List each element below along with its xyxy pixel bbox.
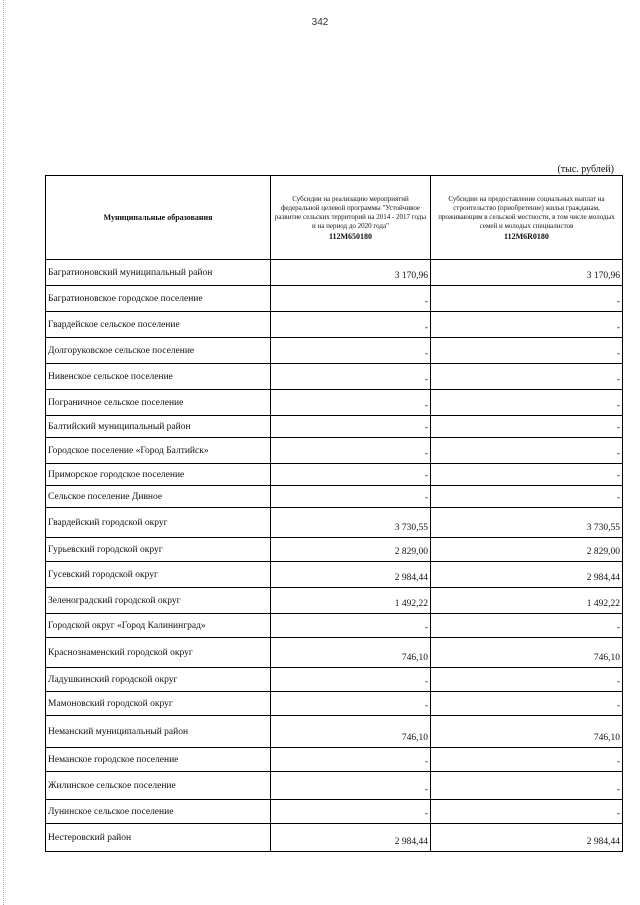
row-name: Жилинское сельское поселение — [46, 772, 271, 800]
row-value-program: - — [271, 438, 431, 464]
row-value-housing: 2 984,44 — [431, 824, 623, 852]
row-value-program: - — [271, 772, 431, 800]
page-number: 342 — [311, 17, 329, 28]
row-value-housing: - — [431, 286, 623, 312]
table-row — [46, 614, 623, 638]
row-value-housing: - — [431, 800, 623, 824]
table-row — [46, 508, 623, 538]
table-row — [46, 538, 623, 562]
row-value-program: - — [271, 390, 431, 416]
table-header-row — [46, 176, 623, 260]
row-name: Нивенское сельское поселение — [46, 364, 271, 390]
row-value-program: - — [271, 668, 431, 692]
table-row — [46, 486, 623, 508]
row-value-program: 2 984,44 — [271, 824, 431, 852]
row-value-housing: - — [431, 692, 623, 716]
table-row — [46, 416, 623, 438]
table-row — [46, 668, 623, 692]
row-name: Неманский муниципальный район — [46, 716, 271, 748]
row-value-housing: 2 829,00 — [431, 538, 623, 562]
row-value-program: 746,10 — [271, 716, 431, 748]
row-value-housing: - — [431, 390, 623, 416]
row-value-housing: 3 170,96 — [431, 260, 623, 286]
row-value-housing: 746,10 — [431, 716, 623, 748]
row-name: Сельское поселение Дивное — [46, 486, 271, 508]
row-value-housing: - — [431, 668, 623, 692]
row-value-program: 746,10 — [271, 638, 431, 668]
row-value-housing: - — [431, 416, 623, 438]
table-row — [46, 800, 623, 824]
row-value-program: - — [271, 364, 431, 390]
row-name: Гвардейский городской округ — [46, 508, 271, 538]
table-row — [46, 824, 623, 852]
table-row — [46, 312, 623, 338]
table-row — [46, 772, 623, 800]
row-value-housing: - — [431, 464, 623, 486]
table-row — [46, 286, 623, 312]
scan-edge — [3, 0, 4, 905]
table-row — [46, 438, 623, 464]
row-value-program: - — [271, 338, 431, 364]
row-value-housing: - — [431, 438, 623, 464]
row-value-housing: - — [431, 772, 623, 800]
row-value-housing: - — [431, 338, 623, 364]
header-subsidy-program-code: 112M650180 — [328, 231, 373, 241]
row-value-program: - — [271, 416, 431, 438]
table-row — [46, 716, 623, 748]
table-row — [46, 562, 623, 588]
row-name: Нестеровский район — [46, 824, 271, 852]
header-subsidy-housing-code: 112M6R0180 — [504, 231, 549, 241]
row-name: Пограничное сельское поселение — [46, 390, 271, 416]
row-name: Гвардейское сельское поселение — [46, 312, 271, 338]
row-value-housing: 746,10 — [431, 638, 623, 668]
row-name: Гурьевский городской округ — [46, 538, 271, 562]
header-subsidy-housing-text: Субсидии на предоставление социальных выплат на строительство (приобретение) жилья гражданам, проживающим в сельской местности, в том числе молодых семей и молодых специалистов — [438, 194, 615, 230]
header-municipalities: Муниципальные образования — [46, 176, 271, 260]
row-value-program: - — [271, 800, 431, 824]
row-value-housing: - — [431, 614, 623, 638]
row-name: Лунинское сельское поселение — [46, 800, 271, 824]
table-row — [46, 260, 623, 286]
header-subsidy-program-text: Субсидии на реализацию мероприятий федеральной целевой программы "Устойчивое развитие сельских территорий на 2014 - 2017 годы и на период до 2020 года" — [274, 194, 427, 230]
units-label: (тыс. рублей) — [557, 164, 614, 175]
row-name: Багратионовский муниципальный район — [46, 260, 271, 286]
row-value-program: - — [271, 312, 431, 338]
row-value-program: 3 170,96 — [271, 260, 431, 286]
row-value-program: - — [271, 464, 431, 486]
row-value-housing: - — [431, 312, 623, 338]
row-name: Городское поселение «Город Балтийск» — [46, 438, 271, 464]
row-name: Городской округ «Город Калининград» — [46, 614, 271, 638]
row-value-program: 2 829,00 — [271, 538, 431, 562]
row-value-housing: 1 492,22 — [431, 588, 623, 614]
header-subsidy-housing — [431, 176, 623, 260]
row-value-housing: 3 730,55 — [431, 508, 623, 538]
row-value-housing: 2 984,44 — [431, 562, 623, 588]
row-name: Зеленоградский городской округ — [46, 588, 271, 614]
subsidy-table — [45, 175, 623, 852]
row-value-program: - — [271, 748, 431, 772]
row-value-program: 3 730,55 — [271, 508, 431, 538]
row-name: Ладушкинский городской округ — [46, 668, 271, 692]
row-name: Краснознаменский городской округ — [46, 638, 271, 668]
table-row — [46, 638, 623, 668]
row-value-housing: - — [431, 486, 623, 508]
table-row — [46, 464, 623, 486]
row-value-program: - — [271, 286, 431, 312]
table-row — [46, 390, 623, 416]
row-value-program: 2 984,44 — [271, 562, 431, 588]
table-row — [46, 338, 623, 364]
row-name: Неманское городское поселение — [46, 748, 271, 772]
table-row — [46, 588, 623, 614]
row-value-program: 1 492,22 — [271, 588, 431, 614]
table-row — [46, 692, 623, 716]
row-name: Приморское городское поселение — [46, 464, 271, 486]
table-row — [46, 364, 623, 390]
row-name: Гусевский городской округ — [46, 562, 271, 588]
table-row — [46, 748, 623, 772]
row-value-housing: - — [431, 364, 623, 390]
row-value-program: - — [271, 692, 431, 716]
row-name: Мамоновский городской округ — [46, 692, 271, 716]
row-value-housing: - — [431, 748, 623, 772]
row-name: Балтийский муниципальный район — [46, 416, 271, 438]
row-name: Долгоруковское сельское поселение — [46, 338, 271, 364]
row-value-program: - — [271, 486, 431, 508]
header-subsidy-program — [271, 176, 431, 260]
row-name: Багратионовское городское поселение — [46, 286, 271, 312]
row-value-program: - — [271, 614, 431, 638]
